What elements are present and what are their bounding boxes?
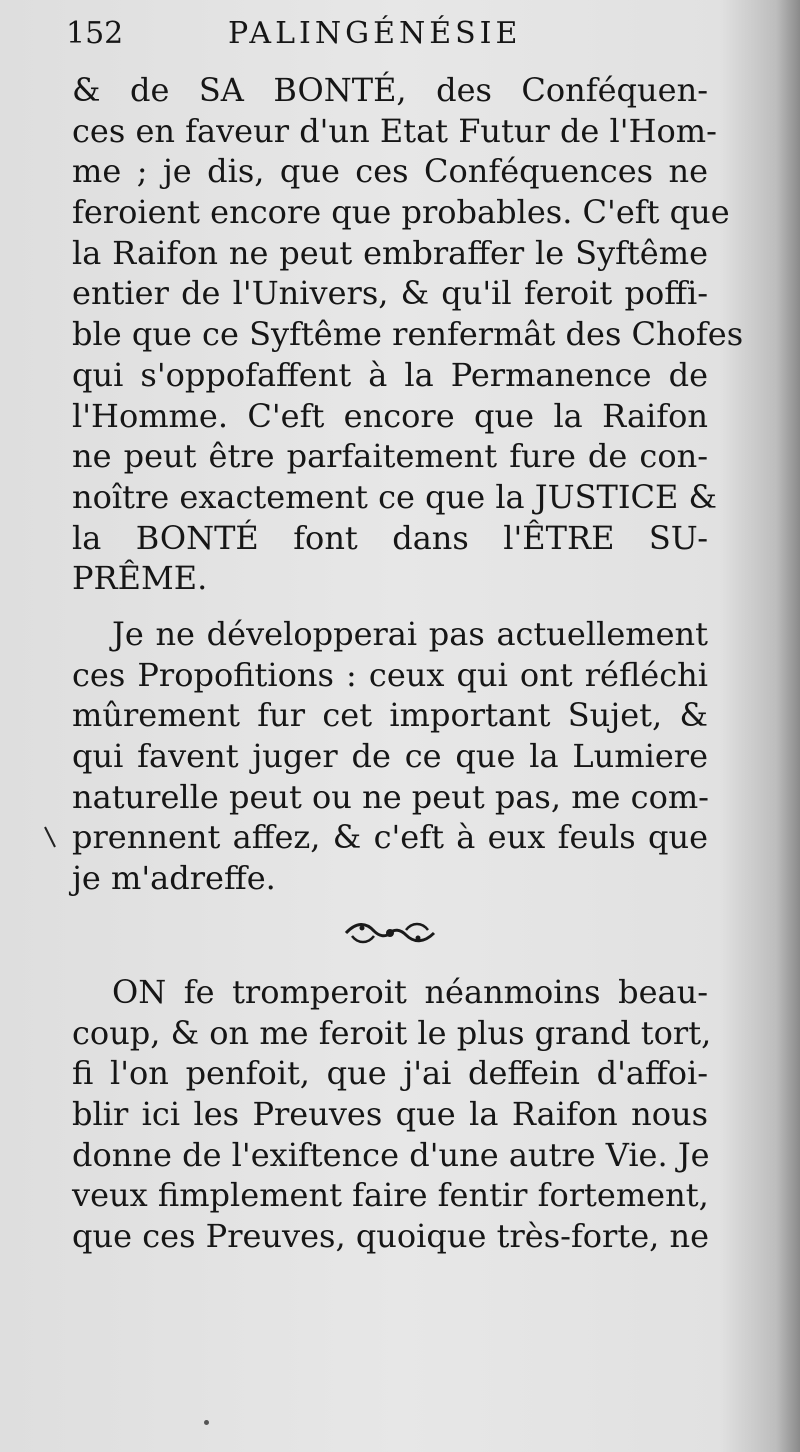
text-line: mûrement fur cet important Sujet, & [72, 696, 708, 735]
text-line: ces en faveur d'un Etat Futur de l'Hom- [72, 111, 717, 150]
text-line: l'Homme. C'eft encore que la Raifon [72, 396, 708, 435]
text-line: Je ne développerai pas actuellement [112, 615, 708, 653]
margin-mark [44, 826, 56, 848]
text-line: prennent affez, & c'eft à eux feuls que [72, 818, 708, 857]
paragraph-1 [72, 70, 744, 599]
running-head: PALINGÉNÉSIE [228, 16, 522, 51]
text-line: je m'adreffe. [72, 859, 276, 898]
text-line: & de SA BONTÉ, des Conféquen- [72, 71, 708, 109]
text-line: PRÊME. [72, 559, 208, 598]
text-line: naturelle peut ou ne peut pas, me com- [72, 777, 709, 816]
page-header [66, 14, 706, 54]
paragraph-2 [72, 614, 708, 899]
text-line: ble que ce Syftême renfermât des Chofes [72, 315, 744, 354]
text-line: fi l'on penfoit, que j'ai deffein d'affoi- [72, 1054, 708, 1093]
text-line: noître exactement ce que la JUSTICE & [72, 477, 717, 516]
text-line: la BONTÉ font dans l'ÊTRE SU- [72, 518, 708, 557]
page-number: 152 [66, 16, 124, 51]
text-line: ON fe tromperoit néanmoins beau- [112, 973, 708, 1011]
text-line: feroient encore que probables. C'eft que [72, 193, 730, 232]
ink-speck [204, 1420, 209, 1425]
text-line: ne peut être parfaitement fure de con- [72, 437, 708, 476]
text-line: qui s'oppofaffent à la Permanence de [72, 355, 708, 394]
fleuron-ornament-icon [342, 918, 438, 948]
text-line: blir ici les Preuves que la Raifon nous [72, 1095, 708, 1134]
text-line: que ces Preuves, quoique très-forte, ne [72, 1217, 710, 1256]
text-line: donne de l'exiftence d'une autre Vie. Je [72, 1135, 710, 1174]
text-line: qui favent juger de ce que la Lumiere [72, 737, 708, 776]
text-line: entier de l'Univers, & qu'il feroit poffi- [72, 274, 708, 313]
text-line: me ; je dis, que ces Conféquences ne [72, 152, 708, 191]
paragraph-3 [72, 972, 712, 1257]
text-line: la Raifon ne peut embraffer le Syftême [72, 233, 708, 272]
text-line: veux fimplement faire fentir fortement, [72, 1176, 709, 1215]
text-line: ces Propofitions : ceux qui ont réfléchi [72, 655, 708, 694]
text-line: coup, & on me feroit le plus grand tort, [72, 1013, 712, 1052]
